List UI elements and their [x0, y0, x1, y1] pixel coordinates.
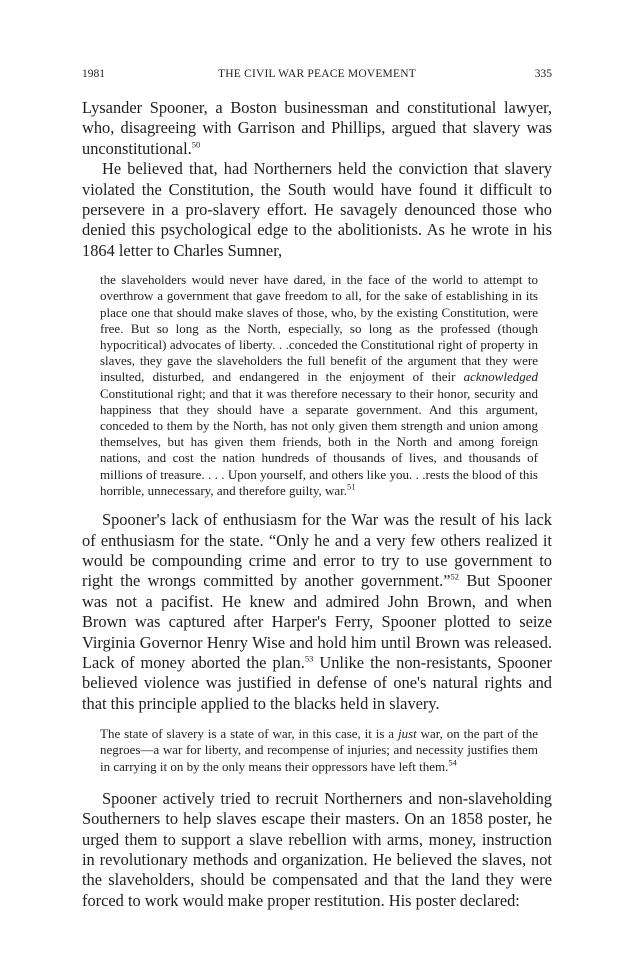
paragraph-1-text: Lysander Spooner, a Boston businessman and constitutional lawyer, who, disagreeing with Garrison and Phillips, argued that slavery was unconstitutional.	[82, 98, 552, 158]
page-number: 335	[534, 68, 552, 80]
block-quote-sumner-letter	[100, 272, 538, 499]
quote-1-italic: acknowledged	[463, 369, 538, 385]
paragraph-3-text-c: Unlike the non-resistants, Spooner believed violence was justified in defense of one's natural rights and that this principle applied to the blacks held in slavery.	[82, 652, 552, 713]
footnote-ref-51: 51	[347, 481, 356, 492]
paragraph-1	[82, 98, 552, 159]
block-quote-state-of-war	[100, 726, 538, 775]
header-year: 1981	[82, 68, 105, 80]
footnote-ref-54: 54	[448, 757, 457, 768]
paragraph-4: Spooner actively tried to recruit Northerners and non-slaveholding Southerners to help slaves escape their masters. On an 1858 poster, he urged them to support a slave rebellion with arms, money, instruction in revolutionary methods and organization. He believed the slaves, not the slaveholders, should be compensated and that the land they were forced to work would make proper restitution. His poster declared:	[82, 788, 552, 910]
page-body	[82, 98, 552, 911]
paragraph-3-text-b: But Spooner was not a pacifist. He knew and admired John Brown, and when Brown was captured after Harper's Ferry, Spooner plotted to seize Virginia Governor Henry Wise and hold him until Brown was released. Lack of money aborted the plan.	[82, 571, 552, 672]
quote-2-italic: just	[397, 726, 417, 742]
quote-2-text-before: The state of slavery is a state of war, in this case, it is a	[100, 726, 398, 742]
footnote-ref-50: 50	[191, 139, 201, 150]
running-header	[82, 68, 552, 84]
quote-1-text-after: Constitutional right; and that it was therefore necessary to their honor, security and happiness that they should have a separate government. And this argument, conceded to them by the North, has not only given them strength and union among themselves, but has given them friends, both in the North and among foreign nations, and cost the nation hundreds of thousands of lives, and thousands of millions of treasure. . . . Upon yourself, and others like you. . .rests the blood of this horrible, unnecessary, and therefore guilty, war.	[100, 385, 538, 498]
quote-2-text-after: war, on the part of the negroes—a war for liberty, and recompense of injuries; and necessity justifies them in carrying it on by the only means their oppressors have left them.	[100, 726, 538, 774]
footnote-ref-52: 52	[450, 571, 460, 582]
quote-1-text-before: the slaveholders would never have dared, in the face of the world to attempt to overthrow a government that gave freedom to all, for the sake of establishing in its place one that should make slaves of those, who, by the existing Constitution, were free. But so long as the North, especially, so long as the professed (though hypocritical) advocates of liberty. . .conceded the Constitutional right of property in slaves, they gave the slaveholders the full benefit of the argument that they were insulted, disturbed, and endangered in the enjoyment of their	[100, 272, 538, 385]
header-title: THE CIVIL WAR PEACE MOVEMENT	[218, 68, 416, 80]
footnote-ref-53: 53	[304, 653, 314, 664]
paragraph-2: He believed that, had Northerners held the conviction that slavery violated the Constitution, the South would have found it difficult to persevere in a pro-slavery effort. He savagely denounced those who denied this psychological edge to the abolitionists. As he wrote in his 1864 letter to Charles Sumner,	[82, 159, 552, 260]
paragraph-3-text-a: Spooner's lack of enthusiasm for the War was the result of his lack of enthusiasm for the state. “Only he and a very few others realized it would be compounding crime and error to try to use government to right the wrongs committed by another government.”	[82, 510, 552, 591]
paragraph-3	[82, 510, 552, 714]
